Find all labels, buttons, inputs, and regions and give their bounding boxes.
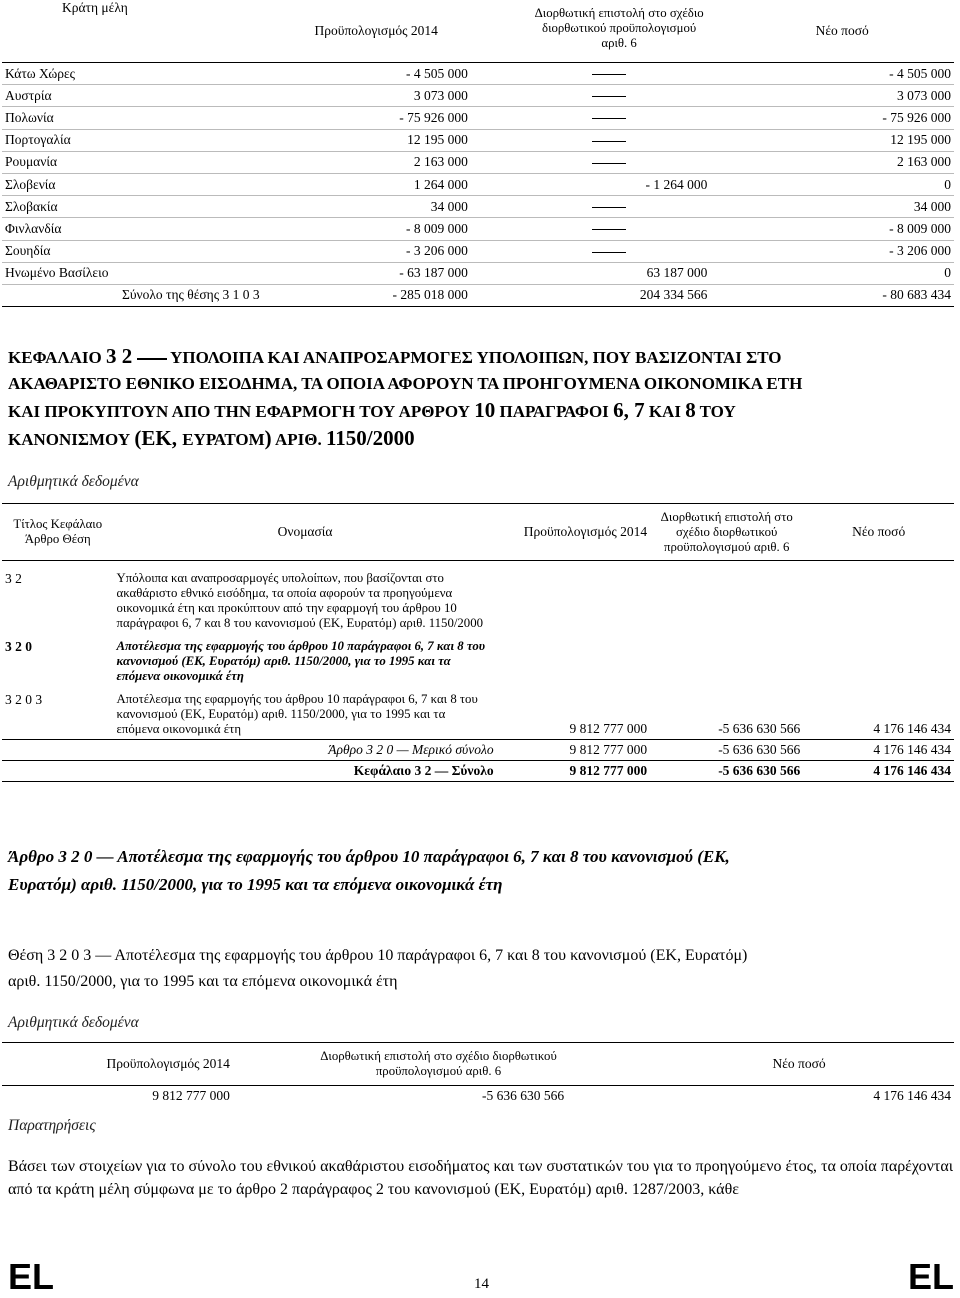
- article-heading: [8, 843, 948, 899]
- table-row: [2, 1086, 954, 1107]
- table-row: [2, 196, 954, 218]
- subtotal-label: Άρθρο 3 2 0 — Μερικό σύνολο: [328, 742, 494, 757]
- cell-new: - 75 926 000: [882, 109, 951, 125]
- table-row: [2, 173, 954, 195]
- header-name: Ονομασία: [114, 504, 497, 561]
- table-header: [2, 504, 954, 561]
- chapter-text: ΚΑΝΟΝΙΣΜΟΥ: [8, 430, 135, 449]
- header-budget: Προϋπολογισμός 2014: [106, 1056, 230, 1071]
- chapter-line-1: [8, 343, 948, 371]
- header-amending-line: Διορθωτική επιστολή στο σχέδιο διορθωτικού: [320, 1049, 557, 1063]
- cell-new: 3 073 000: [897, 87, 951, 103]
- header-new-amount: Νέο ποσό: [815, 23, 869, 38]
- dash-icon: [592, 252, 626, 253]
- dash-icon: [592, 141, 626, 142]
- cell-budget: 3 073 000: [413, 87, 468, 103]
- cell-amending: [471, 63, 747, 85]
- table-row: [2, 151, 954, 173]
- chapter-number: 1150/2000: [325, 426, 415, 450]
- cell-new: - 3 206 000: [889, 243, 951, 259]
- footer-language-right: EL: [907, 1256, 954, 1297]
- table-header: [2, 0, 954, 63]
- cell-new: 2 163 000: [897, 154, 951, 170]
- row-new: 4 176 146 434: [873, 1088, 951, 1103]
- subtotal-new: 4 176 146 434: [873, 742, 951, 757]
- chapter-text: ΥΠΟΛΟΙΠΑ ΚΑΙ ΑΝΑΠΡΟΣΑΡΜΟΓΕΣ ΥΠΟΛΟΙΠΩΝ, ΠΟΥ ΒΑΣΙΖΟΝΤΑΙ ΣΤΟ: [166, 348, 782, 367]
- cell-new: - 8 009 000: [889, 220, 951, 236]
- cell-amending: [471, 218, 747, 240]
- cell-amending: [471, 240, 747, 262]
- dash-icon: [592, 207, 626, 208]
- header-new: Νέο ποσό: [772, 1056, 826, 1071]
- chapter-line-4: ΚΑΝΟΝΙΣΜΟΥ (ΕΚ, ΕΥΡΑΤΟΜ) ΑΡΙΘ. 1150/2000: [8, 426, 415, 450]
- subtotal-amending: -5 636 630 566: [718, 742, 801, 757]
- header-article-text: Άρθρο Θέση: [24, 532, 91, 546]
- header-title: [2, 504, 114, 561]
- cell-new: - 4 505 000: [889, 65, 951, 81]
- table-header: [2, 1043, 954, 1086]
- chapter-heading: [8, 343, 948, 453]
- header-member-states: Κράτη μέλη: [62, 0, 128, 15]
- cell-budget: 1 264 000: [413, 176, 468, 192]
- page-number: 14: [474, 1276, 489, 1292]
- chapter-line-2: ΑΚΑΘΑΡΙΣΤΟ ΕΘΝΙΚΟ ΕΙΣΟΔΗΜΑ, ΤΑ ΟΠΟΙΑ ΑΦΟΡΟΥΝ ΤΑ ΠΡΟΗΓΟΥΜΕΝΑ ΟΙΚΟΝΟΜΙΚΑ ΕΤΗ: [8, 374, 803, 393]
- chapter-text: ΚΕΦΑΛΑΙΟ: [8, 348, 107, 367]
- dash-icon: [592, 118, 626, 119]
- total-row: [2, 284, 954, 306]
- header-new: Νέο ποσό: [803, 504, 954, 561]
- row-budget: 9 812 777 000: [152, 1088, 230, 1103]
- total-budget: 9 812 777 000: [569, 763, 648, 778]
- article-heading-line: Ευρατόμ) αριθ. 1150/2000, για το 1995 και τα επόμενα οικονομικά έτη: [8, 875, 503, 894]
- total-new: 4 176 146 434: [873, 763, 951, 778]
- chapter-text: (ΕΚ,: [134, 426, 183, 450]
- row-code: 3 2: [5, 571, 22, 586]
- total-amending: -5 636 630 566: [718, 763, 801, 778]
- cell-country: Ρουμανία: [5, 154, 58, 170]
- article-heading-line: Άρθρο 3 2 0 — Αποτέλεσμα της εφαρμογής του άρθρου 10 παράγραφοι 6, 7 και 8 του κανονισμού (ΕΚ,: [8, 847, 730, 866]
- cell-country: Φινλανδία: [5, 220, 62, 236]
- cell-amending: [471, 107, 747, 129]
- table-row: [2, 240, 954, 262]
- row-new: 4 176 146 434: [873, 721, 951, 736]
- chapter-text: ΤΟΥ: [695, 402, 736, 421]
- subtotal-row: [2, 740, 954, 761]
- header-amending-line: προϋπολογισμού αριθ. 6: [375, 1064, 502, 1078]
- cell-budget: 12 195 000: [407, 132, 468, 148]
- header-amending: [233, 1043, 644, 1086]
- position-heading-line: Θέση 3 2 0 3 — Αποτέλεσμα της εφαρμογής του άρθρου 10 παράγραφοι 6, 7 και 8 του κανονισμού (ΕΚ, Ευρατόμ): [8, 947, 748, 964]
- header-title-text: Τίτλος Κεφάλαιο: [13, 517, 103, 531]
- dash-icon: [137, 358, 167, 360]
- subtotal-budget: 9 812 777 000: [569, 742, 648, 757]
- table-row: [2, 686, 954, 740]
- numerical-data-label: Αριθμητικά δεδομένα: [8, 473, 139, 490]
- header-amending: Διορθωτική επιστολή στο σχέδιο διορθωτικού προϋπολογισμού αριθ. 6: [650, 504, 803, 561]
- chapter-text: ΕΥΡΑΤΟΜ: [182, 430, 265, 449]
- chapter-line-3: [8, 397, 948, 425]
- cell-country: Ηνωμένο Βασίλειο: [5, 265, 109, 281]
- remarks-label: Παρατηρήσεις: [8, 1117, 96, 1134]
- total-budget: - 285 018 000: [392, 287, 468, 303]
- cell-budget: - 3 206 000: [406, 243, 468, 259]
- table-row: [2, 129, 954, 151]
- chapter-number: 6, 7: [613, 398, 645, 422]
- cell-amending: [471, 129, 747, 151]
- total-new: - 80 683 434: [882, 287, 951, 303]
- cell-budget: - 8 009 000: [406, 220, 468, 236]
- total-row: [2, 761, 954, 782]
- header-budget: [263, 0, 471, 63]
- cell-budget: - 75 926 000: [399, 109, 468, 125]
- row-budget: 9 812 777 000: [569, 721, 648, 736]
- position-heading-line: αριθ. 1150/2000, για το 1995 και τα επόμενα οικονομικά έτη: [8, 973, 398, 990]
- cell-country: Σουηδία: [5, 243, 51, 259]
- cell-budget: 2 163 000: [413, 154, 468, 170]
- total-label: Σύνολο της θέσης 3 1 0 3: [121, 287, 260, 303]
- total-amending: 204 334 566: [639, 287, 708, 303]
- dash-icon: [592, 163, 626, 164]
- cell-country: Πορτογαλία: [5, 132, 71, 148]
- cell-country: Αυστρία: [5, 87, 52, 103]
- cell-new: 34 000: [913, 198, 951, 214]
- row-text: Υπόλοιπα και αναπροσαρμογές υπολοίπων, που βασίζονται στο ακαθάριστο εθνικό εισόδημα, τα οποία αφορούν τα προηγούμενα οικονομικά έτη και προκύπτουν από την εφαρμογή του άρθρου 10 παράγραφοι 6, 7 και 8 του κανονισμού (ΕΚ, Ευρατόμ) αριθ. 1150/2000: [116, 571, 483, 630]
- dash-icon: [592, 96, 626, 97]
- total-label: Κεφάλαιο 3 2 — Σύνολο: [353, 763, 494, 778]
- table-row: [2, 561, 954, 634]
- table-row: [2, 63, 954, 85]
- table-row: [2, 218, 954, 240]
- row-text: Αποτέλεσμα της εφαρμογής του άρθρου 10 παράγραφοι 6, 7 και 8 του κανονισμού (ΕΚ, Ευρατόμ) αριθ. 1150/2000, για το 1995 και τα επόμενα οικονομικά έτη: [116, 639, 486, 683]
- header-amending: Διορθωτική επιστολή στο σχέδιο διορθωτικού προϋπολογισμού αριθ. 6: [534, 6, 704, 50]
- cell-amending: [471, 151, 747, 173]
- table-row: [2, 85, 954, 107]
- position-heading: [8, 943, 948, 995]
- footer-language-left: EL: [8, 1256, 55, 1297]
- row-amending: -5 636 630 566: [481, 1088, 565, 1103]
- cell-country: Πολωνία: [5, 109, 54, 125]
- cell-budget: 34 000: [430, 198, 468, 214]
- cell-country: Σλοβακία: [5, 198, 58, 214]
- row-text: Αποτέλεσμα της εφαρμογής του άρθρου 10 παράγραφοι 6, 7 και 8 του κανονισμού (ΕΚ, Ευρατόμ) αριθ. 1150/2000, για το 1995 και τα επόμενα οικονομικά έτη: [116, 692, 478, 736]
- cell-country: Κάτω Χώρες: [5, 65, 75, 81]
- chapter-number: 8: [685, 398, 696, 422]
- dash-icon: [592, 229, 626, 230]
- cell-amending: 63 187 000: [646, 265, 708, 281]
- cell-new: 12 195 000: [890, 132, 951, 148]
- row-code: 3 2 0 3: [5, 692, 43, 707]
- budget-lines-table: [2, 503, 954, 782]
- dash-icon: [592, 74, 626, 75]
- cell-amending: - 1 264 000: [645, 176, 708, 192]
- header-budget: Προϋπολογισμός 2014: [497, 504, 651, 561]
- row-amending: -5 636 630 566: [718, 721, 801, 736]
- cell-budget: - 63 187 000: [399, 265, 468, 281]
- chapter-text: ΚΑΙ ΠΡΟΚΥΠΤΟΥΝ ΑΠΟ ΤΗΝ ΕΦΑΡΜΟΓΗ ΤΟΥ ΑΡΘΡΟΥ: [8, 402, 475, 421]
- cell-new: 0: [944, 176, 951, 192]
- row-code: 3 2 0: [5, 639, 32, 654]
- cell-new: 0: [944, 265, 951, 281]
- chapter-number: 3 2: [106, 344, 133, 368]
- cell-amending: [471, 196, 747, 218]
- chapter-number: 10: [474, 398, 496, 422]
- chapter-text: ΠΑΡΑΓΡΑΦΟΙ: [495, 402, 614, 421]
- table-row: [2, 633, 954, 686]
- chapter-text: ΚΑΙ: [644, 402, 686, 421]
- numerical-data-label: Αριθμητικά δεδομένα: [8, 1014, 139, 1031]
- cell-amending: [471, 85, 747, 107]
- cell-budget: - 4 505 000: [406, 65, 468, 81]
- table-row: [2, 107, 954, 129]
- member-states-table: [2, 0, 954, 307]
- remarks-text: Βάσει των στοιχείων για το σύνολο του εθνικού ακαθάριστου εισοδήματος και των συστατικών του για το προηγούμενο έτος, τα οποία παρέχονται από τα κράτη μέλη σύμφωνα με το άρθρο 2 παράγραφος 2 του κανονισμού (ΕΚ, Ευρατόμ) αριθ. 1287/2003, κάθε: [8, 1158, 953, 1198]
- header-budget-text: Προϋπολογισμός 2014: [314, 23, 438, 38]
- cell-country: Σλοβενία: [5, 176, 56, 192]
- amounts-table: [2, 1042, 954, 1106]
- table-row: [2, 262, 954, 284]
